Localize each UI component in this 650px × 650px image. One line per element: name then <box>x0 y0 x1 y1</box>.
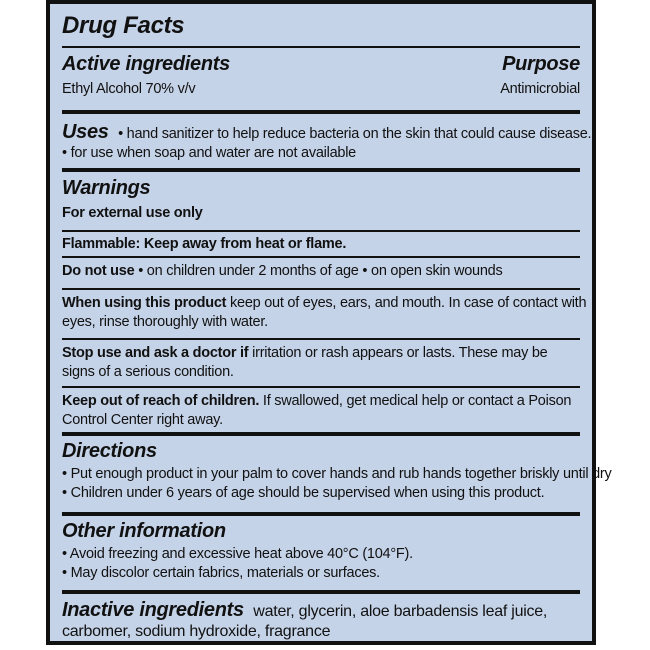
active-ingredients-section <box>62 46 580 106</box>
inactive-ingredients-text-1: water, glycerin, aloe barbadensis leaf juice, <box>253 603 548 620</box>
uses-section <box>62 110 592 168</box>
uses-line-1: • hand sanitizer to help reduce bacteria on the skin that could cause disease. <box>118 126 592 142</box>
external-use-warning: For external use only <box>62 205 203 221</box>
drug-facts-label <box>46 0 612 645</box>
other-information-line-2: • May discolor certain fabrics, materials or surfaces. <box>62 564 380 581</box>
active-ingredients-heading: Active ingredients <box>62 53 230 75</box>
warnings-heading: Warnings <box>62 177 151 199</box>
directions-line-2: • Children under 6 years of age should be supervised when using this product. <box>62 484 545 501</box>
stop-use-text-2: signs of a serious condition. <box>62 363 234 380</box>
when-using-text-1: keep out of eyes, ears, and mouth. In case of contact with <box>230 295 587 311</box>
other-information-line-1: • Avoid freezing and excessive heat above 40°C (104°F). <box>62 546 413 562</box>
directions-heading: Directions <box>62 440 157 462</box>
stop-use-row <box>62 338 580 386</box>
do-not-use-label: Do not use <box>62 263 135 279</box>
purpose-value: Antimicrobial <box>500 81 580 97</box>
directions-section <box>62 432 612 514</box>
keep-out-text-2: Control Center right away. <box>62 411 223 428</box>
other-information-section <box>62 512 580 592</box>
active-ingredient: Ethyl Alcohol 70% v/v <box>62 81 196 97</box>
flammable-warning: Flammable: Keep away from heat or flame. <box>62 236 347 252</box>
purpose-heading: Purpose <box>502 53 580 75</box>
stop-use-label: Stop use and ask a doctor if <box>62 345 249 361</box>
warnings-section <box>62 168 587 434</box>
drug-facts-title: Drug Facts <box>62 12 185 39</box>
inactive-ingredients-text-2: carbomer, sodium hydroxide, fragrance <box>62 623 331 640</box>
stop-use-text-1: irritation or rash appears or lasts. These may be <box>252 345 548 361</box>
when-using-row <box>62 288 587 338</box>
keep-out-label: Keep out of reach of children. <box>62 393 260 409</box>
keep-out-text-1: If swallowed, get medical help or contact a Poison <box>262 393 572 409</box>
keep-out-row <box>62 386 580 434</box>
uses-line-2: • for use when soap and water are not available <box>62 145 356 161</box>
do-not-use-text: • on children under 2 months of age • on open skin wounds <box>138 263 503 279</box>
do-not-use-row <box>62 256 580 286</box>
when-using-text-2: eyes, rinse thoroughly with water. <box>62 313 268 330</box>
other-information-heading: Other information <box>62 520 226 542</box>
inactive-ingredients-heading: Inactive ingredients <box>62 599 244 621</box>
directions-line-1: • Put enough product in your palm to cover hands and rub hands together briskly until dry <box>62 466 612 482</box>
flammable-row <box>62 230 580 256</box>
when-using-label: When using this product <box>62 295 227 311</box>
inactive-ingredients-section <box>62 590 580 646</box>
uses-heading: Uses <box>62 121 109 143</box>
